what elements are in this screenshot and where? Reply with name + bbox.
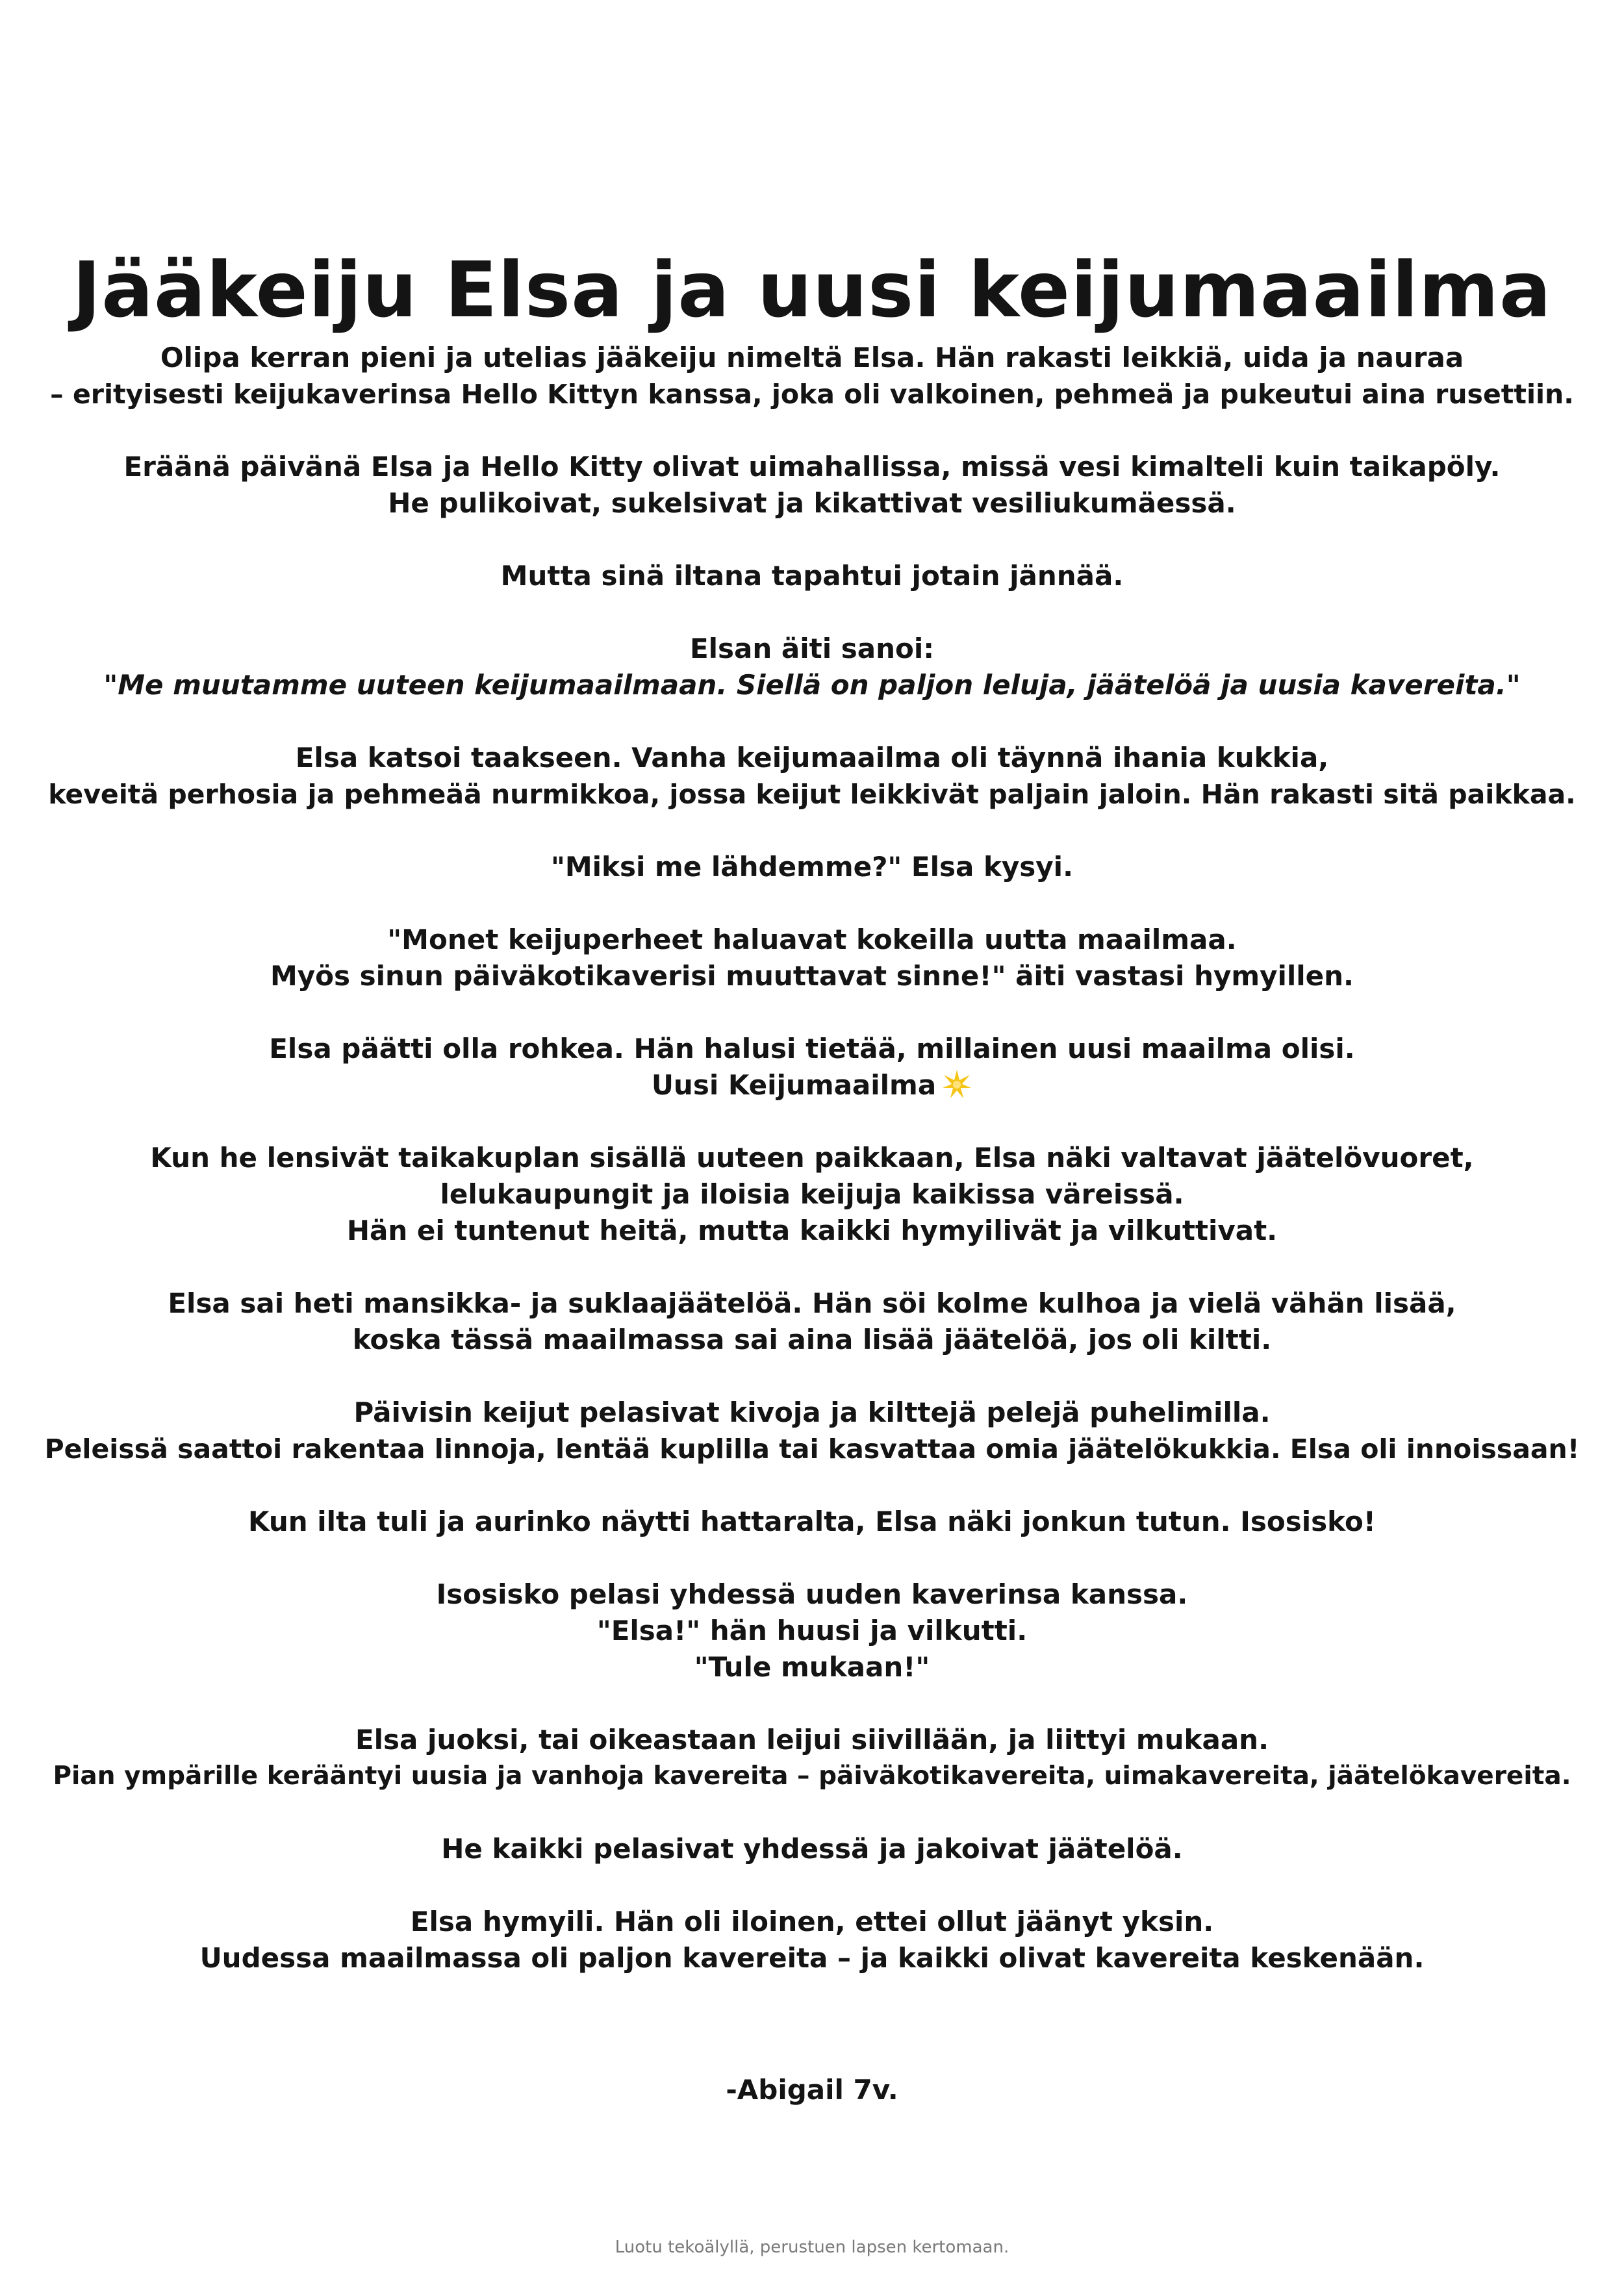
story-paragraph	[39, 558, 1585, 594]
story-line: "Miksi me lähdemme?" Elsa kysyi.	[550, 851, 1074, 883]
story-paragraph	[39, 340, 1585, 412]
story-paragraph	[39, 1831, 1585, 1867]
story-line: Elsan äiti sanoi:	[689, 633, 935, 664]
glowing-star-icon	[941, 1068, 972, 1100]
story-line: Kun ilta tuli ja aurinko näytti hattaralta, Elsa näki jonkun tutun. Isosisko!	[248, 1506, 1376, 1537]
story-line: Päivisin keijut pelasivat kivoja ja kilttejä pelejä puhelimilla.	[353, 1396, 1271, 1428]
story-line: Hän ei tuntenut heitä, mutta kaikki hymyilivät ja vilkuttivat.	[346, 1215, 1278, 1246]
ai-disclaimer-footer: Luotu tekoälyllä, perustuen lapsen kertomaan.	[615, 2238, 1009, 2257]
story-paragraph	[39, 1285, 1585, 1358]
story-line: – erityisesti keijukaverinsa Hello Kittyn kanssa, joka oli valkoinen, pehmeä ja pukeutui aina rusettiin.	[50, 379, 1574, 410]
story-paragraph	[39, 922, 1585, 994]
story-line: "Tule mukaan!"	[694, 1651, 930, 1683]
story-paragraph	[39, 1904, 1585, 1976]
story-paragraph	[39, 1722, 1585, 1795]
story-paragraph	[39, 631, 1585, 703]
story-line-text: Uusi Keijumaailma	[651, 1069, 937, 1101]
story-line-with-sparkle	[39, 1067, 1585, 1104]
story-line: "Monet keijuperheet haluavat kokeilla uutta maailmaa.	[387, 924, 1237, 955]
story-line: Peleissä saattoi rakentaa linnoja, lentää kuplilla tai kasvattaa omia jäätelökukkia. Elsa oli innoissaan!	[44, 1433, 1580, 1465]
story-line: Elsa hymyili. Hän oli iloinen, ettei ollut jäänyt yksin.	[410, 1906, 1214, 1937]
story-line: Kun he lensivät taikakuplan sisällä uuteen paikkaan, Elsa näki valtavat jäätelövuoret,	[150, 1142, 1474, 1174]
mother-quote-line: "Me muutamme uuteen keijumaailmaan. Siellä on paljon leluja, jäätelöä ja uusia kavereita."	[103, 669, 1521, 701]
story-paragraph	[39, 1394, 1585, 1467]
story-line: keveitä perhosia ja pehmeää nurmikkoa, jossa keijut leikkivät paljain jaloin. Hän rakasti sitä paikkaa.	[48, 779, 1576, 810]
story-line: Eräänä päivänä Elsa ja Hello Kitty olivat uimahallissa, missä vesi kimalteli kuin taikapöly.	[123, 451, 1501, 483]
story-line: Mutta sinä iltana tapahtui jotain jännää.	[500, 560, 1124, 592]
story-line: Pian ympärille kerääntyi uusia ja vanhoja kavereita – päiväkotikavereita, uimakavereita, jäätelökavereita.	[53, 1761, 1571, 1791]
story-line: "Elsa!" hän huusi ja vilkutti.	[596, 1615, 1028, 1646]
story-paragraph	[39, 1576, 1585, 1685]
story-paragraph	[39, 849, 1585, 885]
story-line: Elsa sai heti mansikka- ja suklaajäätelöä. Hän söi kolme kulhoa ja vielä vähän lisää,	[168, 1287, 1456, 1319]
story-line: Elsa juoksi, tai oikeastaan leijui siivillään, ja liittyi mukaan.	[355, 1724, 1269, 1756]
story-body	[39, 340, 1585, 2013]
story-paragraph	[39, 1140, 1585, 1249]
story-line: He kaikki pelasivat yhdessä ja jakoivat jäätelöä.	[441, 1833, 1183, 1865]
author-signature: -Abigail 7v.	[726, 2074, 898, 2106]
story-title: Jääkeiju Elsa ja uusi keijumaailma	[72, 245, 1552, 335]
story-line: lelukaupungit ja iloisia keijuja kaikissa väreissä.	[440, 1178, 1184, 1210]
story-line: koska tässä maailmassa sai aina lisää jäätelöä, jos oli kiltti.	[352, 1324, 1272, 1356]
story-paragraph	[39, 449, 1585, 522]
story-line: Isosisko pelasi yhdessä uuden kaverinsa kanssa.	[436, 1578, 1188, 1610]
story-line: Olipa kerran pieni ja utelias jääkeiju nimeltä Elsa. Hän rakasti leikkiä, uida ja nauraa	[160, 342, 1464, 373]
story-paragraph	[39, 1504, 1585, 1540]
story-line: Elsa päätti olla rohkea. Hän halusi tietää, millainen uusi maailma olisi.	[269, 1033, 1355, 1065]
story-line: Myös sinun päiväkotikaverisi muuttavat sinne!" äiti vastasi hymyillen.	[270, 960, 1354, 992]
story-paragraph	[39, 1031, 1585, 1104]
story-line: He pulikoivat, sukelsivat ja kikattivat vesiliukumäessä.	[388, 487, 1236, 519]
story-paragraph	[39, 740, 1585, 813]
story-line: Elsa katsoi taakseen. Vanha keijumaailma oli täynnä ihania kukkia,	[295, 742, 1329, 774]
story-line: Uudessa maailmassa oli paljon kavereita – ja kaikki olivat kavereita keskenään.	[199, 1942, 1425, 1974]
